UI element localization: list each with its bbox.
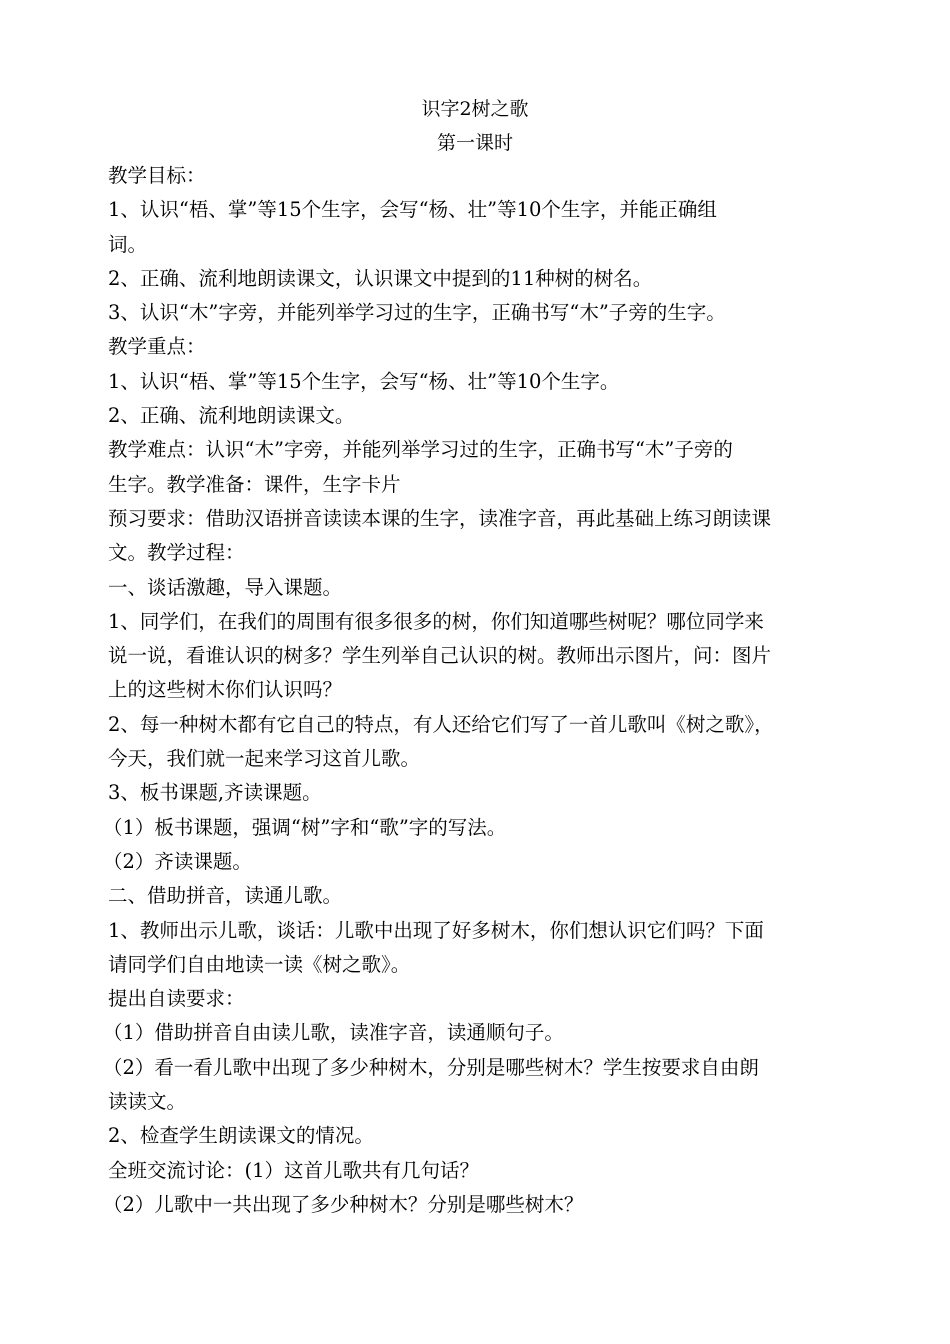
paragraph-line: （2）看一看儿歌中出现了多少种树木，分别是哪些树木？学生按要求自由朗 bbox=[103, 1055, 759, 1079]
paragraph-line: 3、板书课题,齐读课题。 bbox=[108, 781, 322, 805]
paragraph-line: 1、认识“梧、掌”等15个生字，会写“杨、壮”等10个生字，并能正确组 bbox=[108, 198, 717, 222]
paragraph-line: 读读文。 bbox=[108, 1090, 187, 1114]
paragraph-line: 提出自读要求： bbox=[108, 987, 245, 1011]
paragraph-line: （2）齐读课题。 bbox=[103, 849, 252, 873]
heading-key-points: 教学重点： bbox=[108, 335, 206, 359]
paragraph-line: 请同学们自由地读一读《树之歌》。 bbox=[108, 952, 411, 976]
paragraph-line: 词。 bbox=[108, 232, 148, 256]
paragraph-line: （2）儿歌中一共出现了多少种树木？分别是哪些树木？ bbox=[103, 1192, 584, 1216]
paragraph-line: 生字。教学准备：课件，生字卡片 bbox=[108, 472, 401, 496]
paragraph-line: 1、同学们，在我们的周围有很多很多的树，你们知道哪些树呢？哪位同学来 bbox=[108, 609, 764, 633]
paragraph-line: 文。教学过程： bbox=[108, 541, 245, 565]
paragraph-line: 教学难点：认识“木”字旁，并能列举学习过的生字，正确书写“木”子旁的 bbox=[108, 438, 733, 462]
paragraph-line: 2、每一种树木都有它自己的特点，有人还给它们写了一首儿歌叫《树之歌》， bbox=[108, 712, 774, 736]
section-heading: 一、谈话激趣，导入课题。 bbox=[108, 575, 343, 599]
paragraph-line: 说一说，看谁认识的树多？学生列举自己认识的树。教师出示图片，问：图片 bbox=[108, 644, 772, 668]
document-subtitle: 第一课时 bbox=[436, 132, 513, 154]
paragraph-line: 预习要求：借助汉语拼音读读本课的生字，读准字音，再此基础上练习朗读课 bbox=[108, 506, 772, 530]
document-title: 识字2树之歌 bbox=[421, 98, 529, 120]
paragraph-line: （1）借助拼音自由读儿歌，读准字音，读通顺句子。 bbox=[103, 1021, 564, 1045]
paragraph-line: 2、检查学生朗读课文的情况。 bbox=[108, 1124, 374, 1148]
paragraph-line: 全班交流讨论：(1）这首儿歌共有几句话？ bbox=[108, 1158, 480, 1182]
paragraph-line: 1、教师出示儿歌，谈话：儿歌中出现了好多树木，你们想认识它们吗？下面 bbox=[108, 918, 764, 942]
document-body bbox=[103, 159, 870, 1222]
heading-goals: 教学目标： bbox=[108, 164, 206, 187]
paragraph-line: 2、正确、流利地朗读课文。 bbox=[108, 404, 355, 428]
paragraph-line: （1）板书课题，强调“树”字和“歌”字的写法。 bbox=[103, 815, 507, 839]
paragraph-line: 2、正确、流利地朗读课文，认识课文中提到的11种树的树名。 bbox=[108, 266, 653, 290]
section-heading: 二、借助拼音，读通儿歌。 bbox=[108, 884, 343, 908]
paragraph-line: 3、认识“木”字旁，并能列举学习过的生字，正确书写“木”子旁的生字。 bbox=[108, 301, 726, 325]
paragraph-line: 1、认识“梧、掌”等15个生字，会写“杨、壮”等10个生字。 bbox=[108, 369, 620, 393]
paragraph-line: 今天，我们就一起来学习这首儿歌。 bbox=[108, 747, 421, 771]
paragraph-line: 上的这些树木你们认识吗？ bbox=[108, 678, 343, 702]
